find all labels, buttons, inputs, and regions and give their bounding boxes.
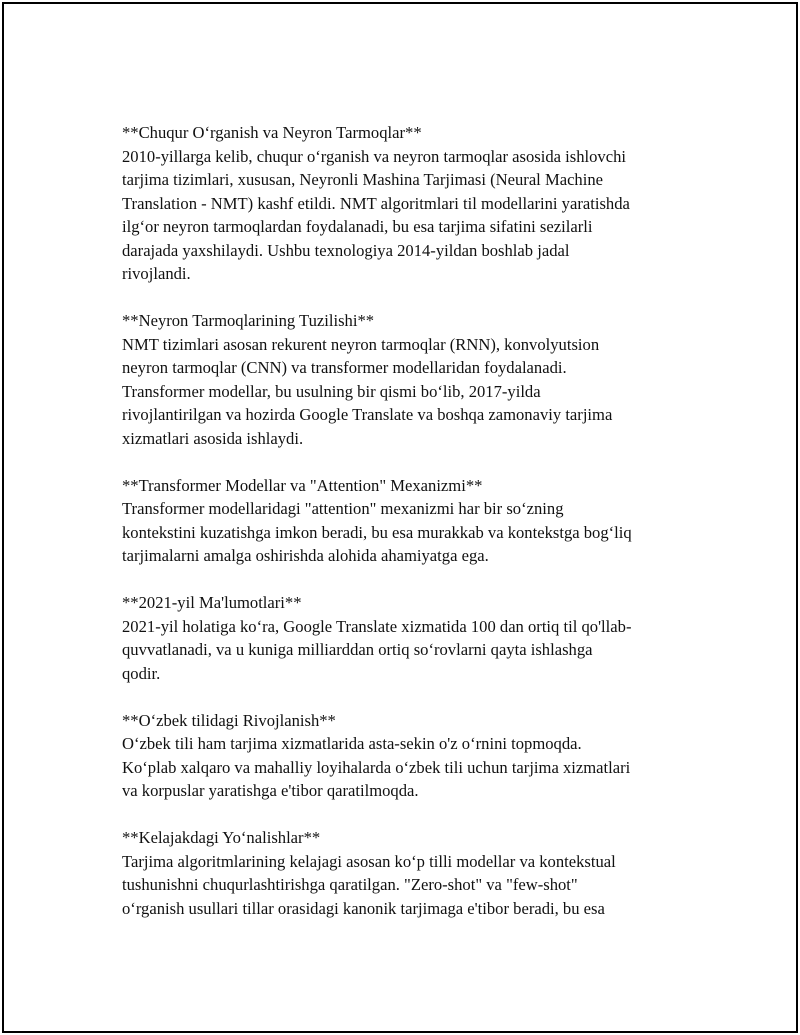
section-paragraph: O‘zbek tili ham tarjima xizmatlarida asta-sekin o'z o‘rnini topmoqda. Ko‘plab xalqaro va mahalliy loyihalarda o‘zbek tili uchun tarjima xizmatlari va korpuslar yaratishga e'tibor qaratilmoqda. (122, 734, 631, 800)
section-heading: **O‘zbek tilidagi Rivojlanish** (122, 710, 336, 730)
section-heading: **Kelajakdagi Yo‘nalishlar** (122, 828, 321, 847)
section-paragraph: 2010-yillarga kelib, chuqur o‘rganish va neyron tarmoqlar asosida ishlovchi tarjima tizimlari, xususan, Neyronli Mashina Tarjimasi (Neural Machine Translation - NMT) kashf etildi. NMT algoritmlari til modellarini yaratishda ilg‘or neyron tarmoqlardan foydalanadi, bu esa tarjima sifatini sezilarli darajada yaxshilaydi. Ushbu texnologiya 2014-yildan boshlab jadal rivojlandi. (122, 146, 630, 283)
section-heading: **Chuqur O‘rganish va Neyron Tarmoqlar** (122, 123, 422, 142)
section-heading: **2021-yil Ma'lumotlari** (122, 593, 302, 612)
section-paragraph: NMT tizimlari asosan rekurent neyron tarmoqlar (RNN), konvolyutsion neyron tarmoqlar (CNN) va transformer modellaridan foydalanadi. Transformer modellar, bu usulning bir qismi bo‘lib, 2017-yilda rivojlantirilgan va hozirda Google Translate va boshqa zamonaviy tarjima xizmatlari asosida ishlaydi. (122, 334, 613, 448)
section-deep-learning (122, 121, 702, 286)
page (2, 2, 798, 1033)
section-heading: **Transformer Modellar va "Attention" Mexanizmi** (122, 475, 483, 495)
section-paragraph: Tarjima algoritmlarining kelajagi asosan ko‘p tilli modellar va kontekstual tushunishni chuqurlashtirishga qaratilgan. "Zero-shot" va "few-shot" o‘rganish usullari tillar orasidagi kanonik tarjimaga e'tibor beradi, bu esa (122, 851, 616, 918)
section-network-structure (122, 309, 702, 450)
section-uzbek-development (122, 709, 702, 803)
document-body (122, 121, 702, 944)
section-paragraph: 2021-yil holatiga ko‘ra, Google Translate xizmatida 100 dan ortiq til qo'llab- quvvatlanadi, va u kuniga milliarddan ortiq so‘rovlarni qayta ishlashga qodir. (122, 616, 632, 683)
section-transformer-attention (122, 474, 702, 568)
section-paragraph: Transformer modellaridagi "attention" mexanizmi har bir so‘zning kontekstini kuzatishga imkon beradi, bu esa murakkab va kontekstga bog‘liq tarjimalarni amalga oshirishda alohida ahamiyatga ega. (122, 499, 632, 565)
section-heading: **Neyron Tarmoqlarining Tuzilishi** (122, 311, 375, 330)
section-2021-data (122, 591, 702, 685)
section-future-directions (122, 826, 702, 920)
